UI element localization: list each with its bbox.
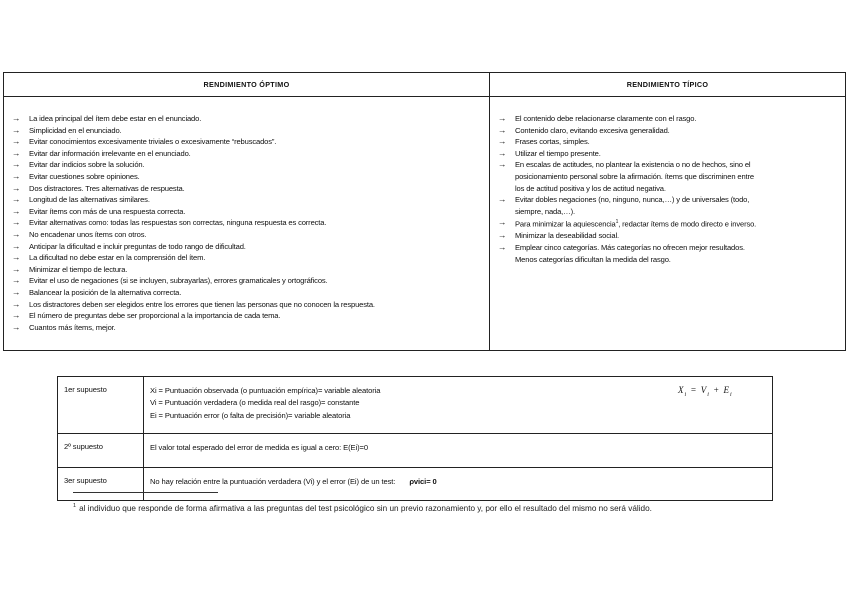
- assumption-line: Vi = Puntuación verdadera (o medida real del rasgo)= constante: [150, 398, 360, 408]
- list-item: [12, 136, 485, 148]
- list-item-line: posicionamiento personal sobre la afirmación. ítems que discriminen entre: [515, 171, 754, 181]
- list-item-text: Balancear la posición de la alternativa correcta.: [29, 287, 182, 297]
- list-item-text: [515, 113, 841, 125]
- arrow-right-icon: →: [12, 263, 21, 274]
- arrow-right-icon: →: [12, 124, 21, 135]
- table-row: [58, 434, 773, 468]
- list-item: [12, 264, 485, 276]
- formula-e: + E: [713, 385, 730, 395]
- list-item-text: Minimizar el tiempo de lectura.: [29, 264, 128, 274]
- list-item-text: Evitar el uso de negaciones (si se incluyen, subrayarlas), errores gramaticales y ortográficos.: [29, 276, 328, 286]
- list-item-line: El contenido debe relacionarse claramente con el rasgo.: [515, 114, 697, 123]
- formula-v: = V: [690, 385, 708, 395]
- arrow-right-icon: →: [12, 194, 21, 205]
- correlation-formula: ρvici= 0: [409, 477, 437, 486]
- assumption-label: 2º supuesto: [58, 434, 144, 468]
- assumption-line: Ei = Puntuación error (o falta de precisión)= variable aleatoria: [150, 410, 351, 420]
- arrow-right-icon: →: [498, 230, 507, 241]
- list-item: [12, 206, 485, 218]
- list-item-text-part: Para minimizar la aquiescencia: [515, 219, 616, 229]
- list-item-text: Evitar dar indicios sobre la solución.: [29, 160, 145, 170]
- typical-performance-column: [490, 73, 845, 350]
- assumption-label: 3er supuesto: [58, 468, 144, 501]
- list-item: [498, 217, 841, 230]
- list-item: [498, 148, 841, 160]
- list-item-line: siempre, nada,…).: [515, 206, 575, 216]
- list-item-text: Longitud de las alternativas similares.: [29, 195, 150, 205]
- footnote-ref: 1: [615, 219, 619, 226]
- list-item-line: En escalas de actitudes, no plantear la existencia o no de hechos, sino el: [515, 160, 751, 170]
- list-item: [12, 217, 485, 229]
- assumption-line: Xi = Puntuación observada (o puntuación empírica)= variable aleatoria: [150, 386, 381, 395]
- list-item: [498, 242, 841, 265]
- arrow-right-icon: →: [12, 217, 21, 228]
- assumption-line: El valor total esperado del error de medida es igual a cero: E(Ei)=0: [150, 443, 368, 452]
- list-item: [12, 113, 485, 125]
- assumption-text: No hay relación entre la puntuación verdadera (Vi) y el error (Ei) de un test:: [150, 477, 396, 486]
- list-item: [12, 252, 485, 264]
- list-item-text: La dificultad no debe estar en la comprensión del ítem.: [29, 253, 206, 263]
- optimal-performance-list: [4, 97, 489, 333]
- arrow-right-icon: →: [12, 113, 21, 123]
- list-item-line: Contenido claro, evitando excesiva generalidad.: [515, 125, 670, 135]
- formula-sub: i: [707, 392, 710, 398]
- arrow-right-icon: →: [12, 321, 21, 332]
- list-item-text: Evitar alternativas como: todas las respuestas son correctas, ninguna respuesta es correcta.: [29, 218, 327, 228]
- list-item: [12, 148, 485, 160]
- arrow-right-icon: →: [12, 136, 21, 147]
- list-item: [12, 310, 485, 322]
- list-item-text: [515, 125, 841, 137]
- typical-performance-list: [490, 97, 845, 265]
- arrow-right-icon: →: [12, 310, 21, 321]
- list-item-line: Emplear cinco categorías. Más categorías no ofrecen mejor resultados.: [515, 243, 745, 253]
- arrow-right-icon: →: [12, 147, 21, 158]
- list-item-line: los de actitud positiva y los de actitud negativa.: [515, 183, 666, 193]
- assumption-content: [144, 468, 773, 501]
- list-item-line: Frases cortas, simples.: [515, 137, 590, 147]
- table-row: [58, 468, 773, 501]
- arrow-right-icon: →: [498, 194, 507, 205]
- assumption-label: 1er supuesto: [58, 377, 144, 434]
- arrow-right-icon: →: [12, 170, 21, 181]
- assumptions-table: [57, 376, 773, 501]
- arrow-right-icon: →: [12, 182, 21, 193]
- list-item: [498, 125, 841, 137]
- list-item-text: La idea principal del ítem debe estar en el enunciado.: [29, 114, 202, 123]
- optimal-performance-header: RENDIMIENTO ÓPTIMO: [4, 73, 489, 97]
- list-item-line: Evitar dobles negaciones (no, ninguno, nunca,…) y de universales (todo,: [515, 195, 750, 205]
- arrow-right-icon: →: [498, 136, 507, 147]
- arrow-right-icon: →: [12, 252, 21, 263]
- optimal-performance-column: [4, 73, 490, 350]
- list-item-text: Evitar dar información irrelevante en el enunciado.: [29, 148, 191, 158]
- list-item-line: Utilizar el tiempo presente.: [515, 148, 601, 158]
- arrow-right-icon: →: [498, 147, 507, 158]
- arrow-right-icon: →: [498, 113, 507, 123]
- list-item-text: [515, 136, 841, 148]
- list-item-text: [515, 217, 841, 230]
- list-item: [12, 229, 485, 241]
- list-item: [12, 275, 485, 287]
- arrow-right-icon: →: [498, 124, 507, 135]
- list-item-text: No encadenar unos ítems con otros.: [29, 229, 147, 239]
- list-item: [12, 241, 485, 253]
- list-item-text: [515, 194, 841, 217]
- list-item-text: El número de preguntas debe ser proporcional a la importancia de cada tema.: [29, 311, 281, 321]
- arrow-right-icon: →: [498, 217, 507, 228]
- list-item-text: Anticipar la dificultad e incluir preguntas de todo rango de dificultad.: [29, 241, 246, 251]
- list-item: [12, 125, 485, 137]
- footnote-separator: [73, 492, 218, 493]
- list-item-text: Cuantos más ítems, mejor.: [29, 322, 116, 332]
- list-item: [12, 171, 485, 183]
- list-item: [12, 159, 485, 171]
- list-item: [498, 113, 841, 125]
- list-item: [12, 322, 485, 334]
- formula-sub: i: [730, 392, 733, 398]
- list-item: [12, 183, 485, 195]
- list-item-line: Minimizar la deseabilidad social.: [515, 231, 619, 241]
- arrow-right-icon: →: [12, 275, 21, 286]
- list-item: [498, 136, 841, 148]
- table-row: [58, 377, 773, 434]
- arrow-right-icon: →: [12, 228, 21, 239]
- list-item-text: Evitar ítems con más de una respuesta correcta.: [29, 206, 186, 216]
- arrow-right-icon: →: [12, 286, 21, 297]
- list-item: [12, 299, 485, 311]
- footnote-marker: 1: [73, 503, 77, 509]
- list-item-text: [515, 230, 841, 242]
- list-item-text-part: , redactar ítems de modo directo e inverso.: [618, 219, 757, 229]
- arrow-right-icon: →: [12, 159, 21, 170]
- list-item: [12, 287, 485, 299]
- list-item: [498, 230, 841, 242]
- list-item-text: Evitar conocimientos excesivamente triviales o excesivamente “rebuscados”.: [29, 137, 277, 147]
- assumption-content: [144, 377, 773, 434]
- footnote: [73, 500, 778, 516]
- list-item-text: [515, 242, 841, 265]
- list-item-text: [515, 148, 841, 160]
- arrow-right-icon: →: [498, 159, 507, 170]
- arrow-right-icon: →: [498, 242, 507, 253]
- typical-performance-header: RENDIMIENTO TÍPICO: [490, 73, 845, 97]
- list-item-text: Evitar cuestiones sobre opiniones.: [29, 171, 140, 181]
- list-item: [498, 194, 841, 217]
- arrow-right-icon: →: [12, 205, 21, 216]
- list-item: [498, 159, 841, 194]
- assumption-content: [144, 434, 773, 468]
- list-item-text: Dos distractores. Tres alternativas de respuesta.: [29, 183, 185, 193]
- arrow-right-icon: →: [12, 240, 21, 251]
- formula-sub: i: [684, 392, 688, 398]
- footnote-text: al individuo que responde de forma afirmativa a las preguntas del test psicológico sin un previo razonamiento y, por ello el resultado del mismo no será válido.: [79, 504, 652, 513]
- guidelines-table: [3, 72, 846, 351]
- list-item-text: Los distractores deben ser elegidos entre los errores que tienen las personas que no conocen la respuesta.: [29, 299, 375, 309]
- true-score-formula: [678, 385, 733, 398]
- list-item-line: Menos categorías dificultan la medida del rasgo.: [515, 254, 671, 264]
- arrow-right-icon: →: [12, 298, 21, 309]
- formula-x: X: [678, 385, 685, 395]
- list-item-text: Simplicidad en el enunciado.: [29, 125, 122, 135]
- list-item-text: [515, 159, 841, 194]
- assumption-line: [150, 476, 772, 488]
- list-item: [12, 194, 485, 206]
